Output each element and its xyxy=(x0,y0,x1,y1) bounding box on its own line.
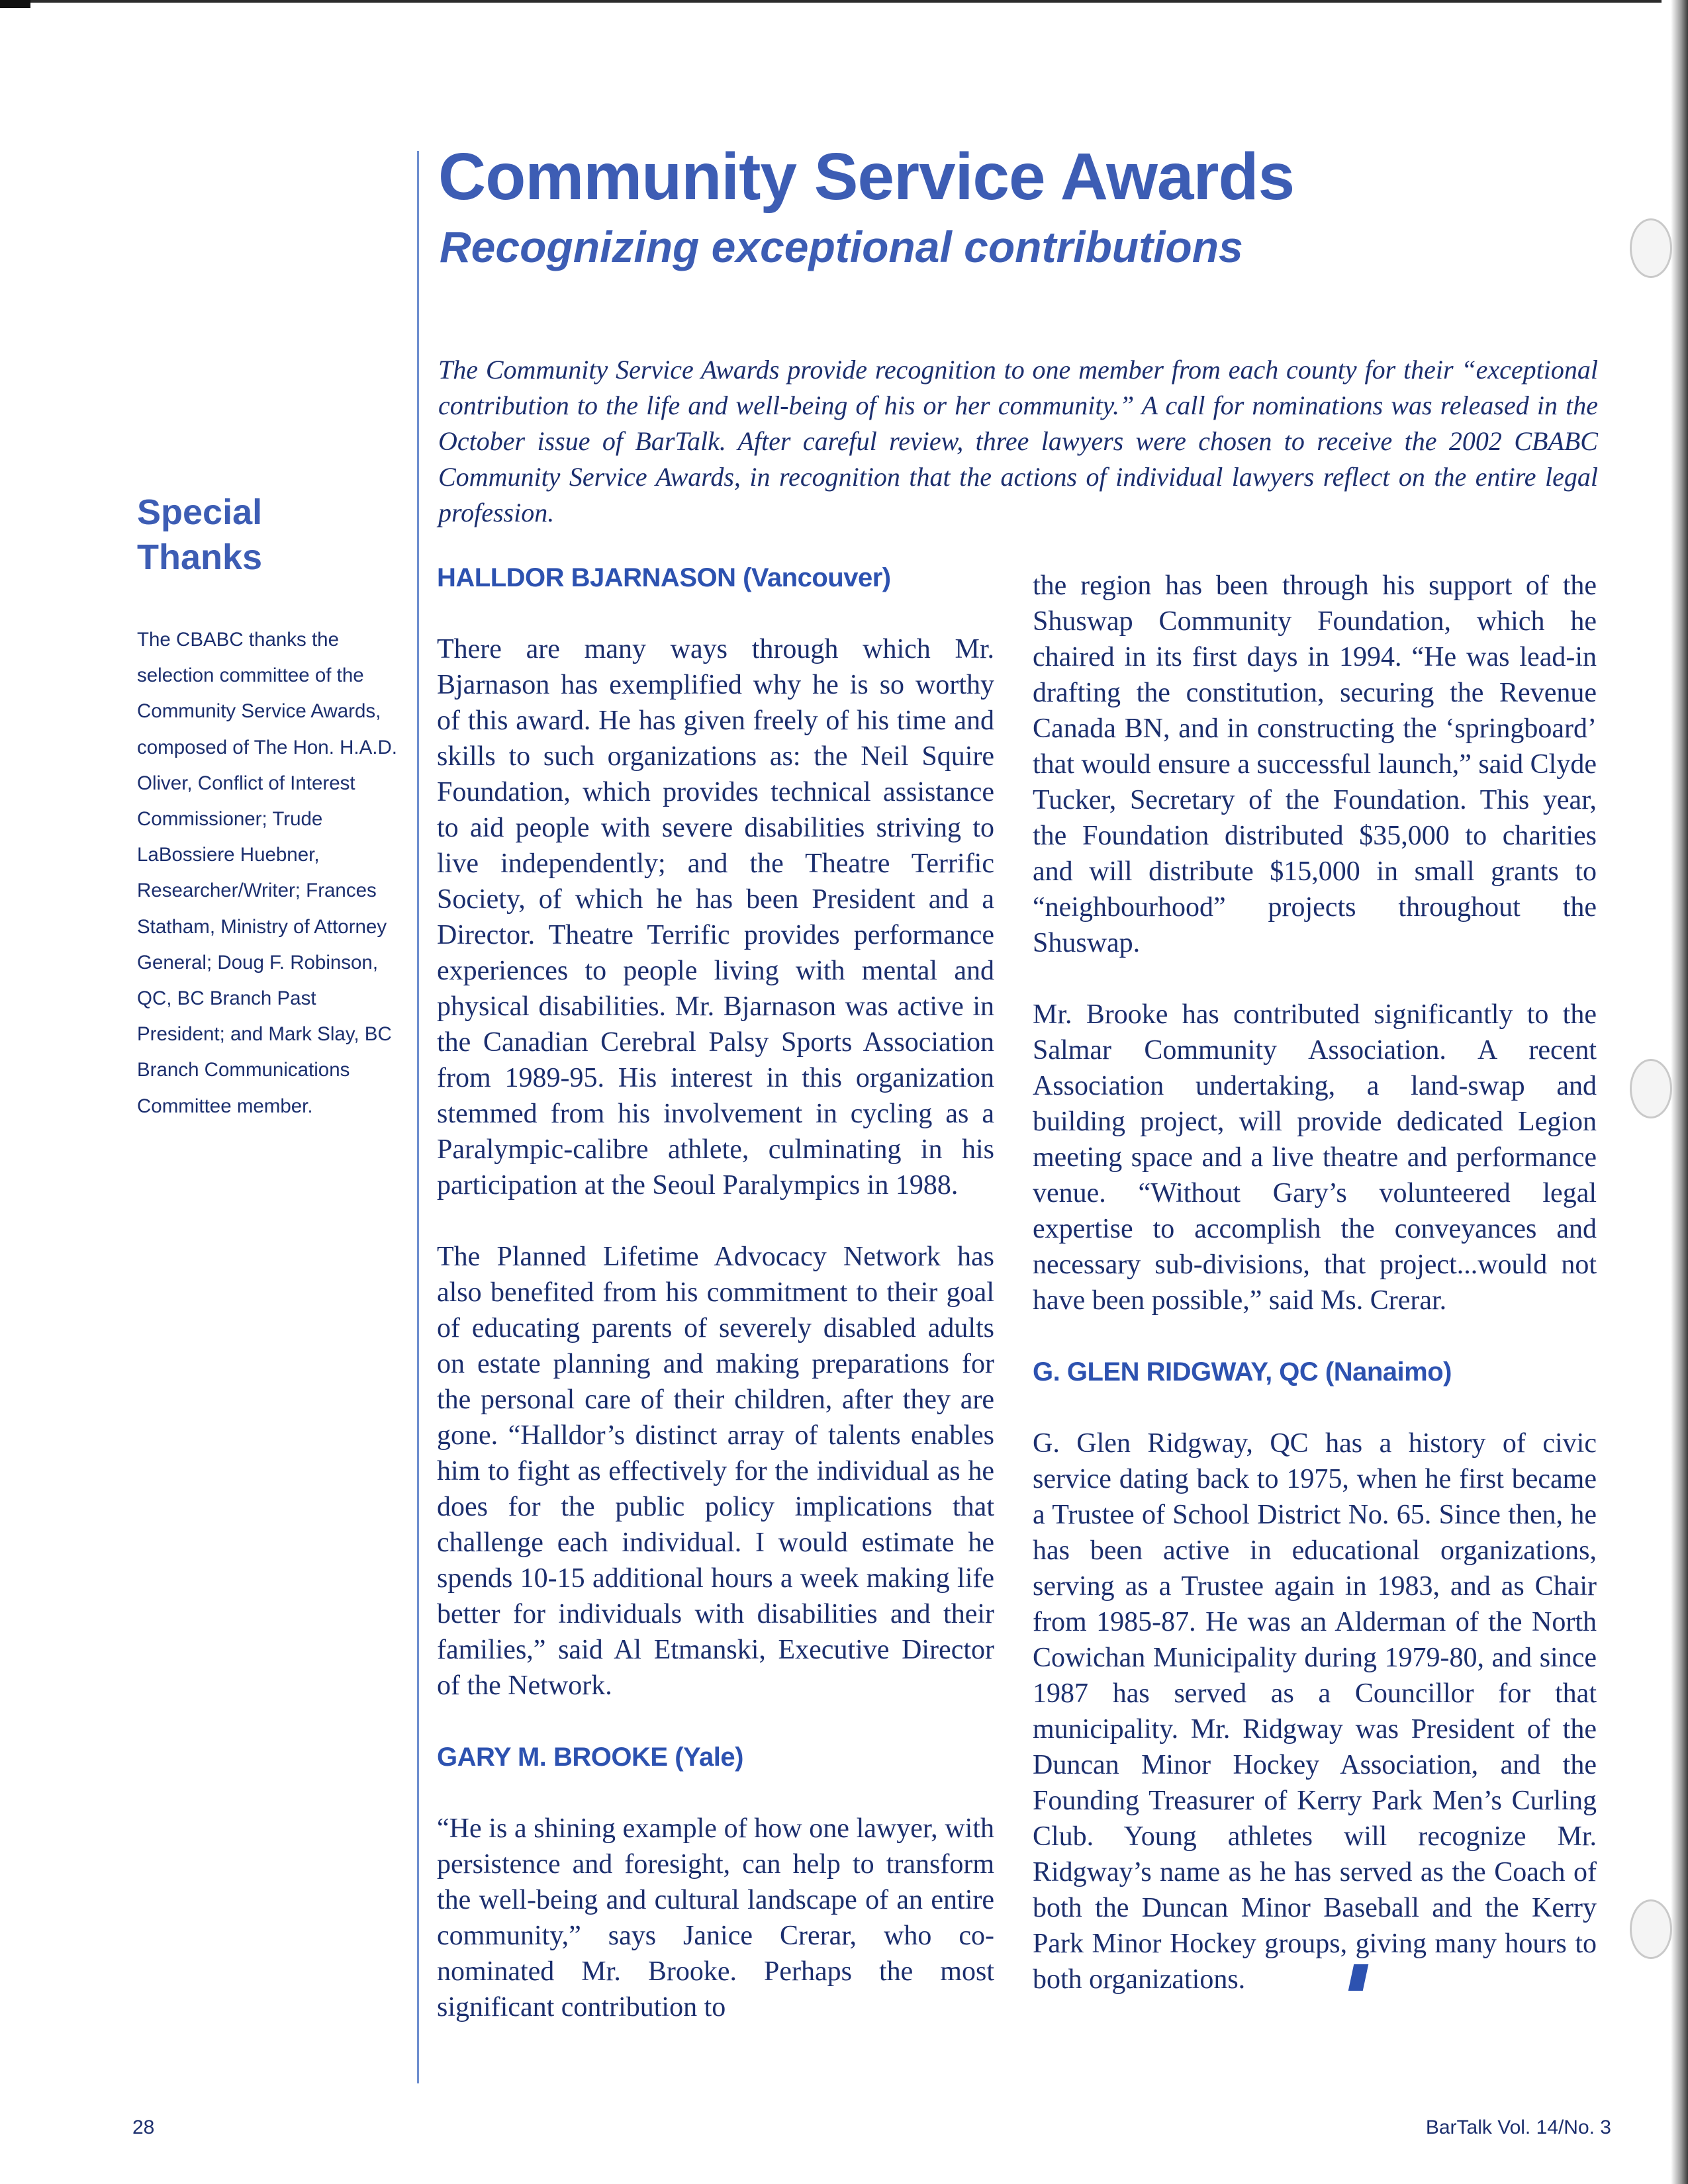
page-subtitle: Recognizing exceptional contributions xyxy=(440,222,1243,271)
sidebar-heading-line-1: Special xyxy=(137,492,263,532)
bjarnason-paragraph-1: There are many ways through which Mr. Bjarnason has exemplified why he is so worthy of this award. He has given freely of his time and skills to such organizations as: the Neil Squire Foundation, which provides technical assistance to aid people with severe disabilities striving to live independently; and the Theatre Terrific Society, of which he has been President and a Director. Theatre Terrific provides performance experiences to people living with mental and physical disabilities. Mr. Bjarnason was active in the Canadian Cerebral Palsy Sports Association from 1989-95. His interest in this organization stemmed from his involvement in cycling as a Paralympic-calibre athlete, culminating in his participation at the Seoul Paralympics in 1988. xyxy=(437,634,994,1201)
ridgway-paragraph-1-text: G. Glen Ridgway, QC has a history of civic service dating back to 1975, when he first became a Trustee of School District No. 65. Since then, he has been active in educational organizations, serving as a Trustee again in 1983, and as Chair from 1985-87. He was an Alderman of the North Cowichan Municipality during 1979-80, and since 1987 has served as a Councillor for that municipality. Mr. Ridgway was President of the Duncan Minor Hockey Association, and the Founding Treasurer of Kerry Park Men’s Curling Club. Young athletes will recognize Mr. Ridgway’s name as he has served as the Coach of both the Duncan Minor Baseball and the Kerry Park Minor Hockey groups, giving many hours to both organizations. xyxy=(1033,1428,1597,1995)
binder-hole-middle xyxy=(1630,1059,1672,1118)
top-rule xyxy=(0,0,1662,3)
brooke-paragraph-1-continued: the region has been through his support of the Shuswap Community Foundation, which he chaired in its first days in 1994. “He was lead-in drafting the constitution, securing the Revenue Canada BN, and in constructing the ‘springboard’ that would ensure a successful launch,” said Clyde Tucker, Secretary of the Foundation. This year, the Foundation distributed $35,000 to charities and will distribute $15,000 in small grants to “neighbourhood” projects throughout the Shuswap. xyxy=(1033,570,1597,958)
article-column-left xyxy=(437,560,994,2061)
article-end-mark-icon xyxy=(1348,1964,1369,1991)
section-heading-brooke: GARY M. BROOKE (Yale) xyxy=(437,1743,743,1772)
binder-hole-bottom xyxy=(1630,1899,1672,1959)
binder-hole-top xyxy=(1630,218,1672,278)
brooke-paragraph-2: Mr. Brooke has contributed significantly to the Salmar Community Association. A recent Association undertaking, a land-swap and building project, will provide dedicated Legion meeting space and a live theatre and performance venue. “Without Gary’s volunteered legal expertise to accomplish the conveyances and necessary sub-divisions, that project...would not have been possible,” said Ms. Crerar. xyxy=(1033,999,1597,1316)
brooke-paragraph-1: “He is a shining example of how one lawyer, with persistence and foresight, can help to transform the well-being and cultural landscape of an entire community,” says Janice Crerar, who co-nominated Mr. Brooke. Perhaps the most significant contribution to xyxy=(437,1813,994,2023)
sidebar-heading-line-2: Thanks xyxy=(137,537,263,577)
bjarnason-paragraph-2: The Planned Lifetime Advocacy Network has also benefited from his commitment to their goal of educating parents of severely disabled adults on estate planning and making preparations for the personal care of their children, after they are gone. “Halldor’s distinct array of talents enables him to fight as effectively for the individual as he does for the public policy implications that challenge each individual. I would estimate he spends 10-15 additional hours a week making life better for individuals with disabilities and their families,” said Al Etmanski, Executive Director of the Network. xyxy=(437,1242,994,1701)
page-number: 28 xyxy=(132,2116,155,2138)
sidebar-heading xyxy=(137,490,262,580)
column-divider-rule xyxy=(417,151,419,2083)
publication-footer: BarTalk Vol. 14/No. 3 xyxy=(1425,2116,1611,2138)
ridgway-paragraph-1 xyxy=(1033,1426,1597,1997)
section-heading-ridgway: G. GLEN RIDGWAY, QC (Nanaimo) xyxy=(1033,1357,1452,1387)
article-column-right xyxy=(1033,568,1597,1997)
page-edge-shadow xyxy=(1671,0,1688,2184)
page-title: Community Service Awards xyxy=(438,140,1295,214)
section-heading-bjarnason: HALLDOR BJARNASON (Vancouver) xyxy=(437,563,891,592)
intro-paragraph: The Community Service Awards provide recognition to one member from each county for their “exceptional contribution to the life and well-being of his or her community.” A call for nominations was released in the October issue of BarTalk. After careful review, three lawyers were chosen to receive the 2002 CBABC Community Service Awards, in recognition that the actions of individual lawyers reflect on the entire legal profession. xyxy=(438,355,1598,527)
sidebar-body: The CBABC thanks the selection committee of the Community Service Awards, composed of The Hon. H.A.D. Oliver, Conflict of Interest Commissioner; Trude LaBossiere Huebner, Researcher/Writer; Frances Statham, Ministry of Attorney General; Doug F. Robinson, QC, BC Branch Past President; and Mark Slay, BC Branch Communications Committee member. xyxy=(137,629,397,1117)
top-corner-mark xyxy=(0,0,30,8)
